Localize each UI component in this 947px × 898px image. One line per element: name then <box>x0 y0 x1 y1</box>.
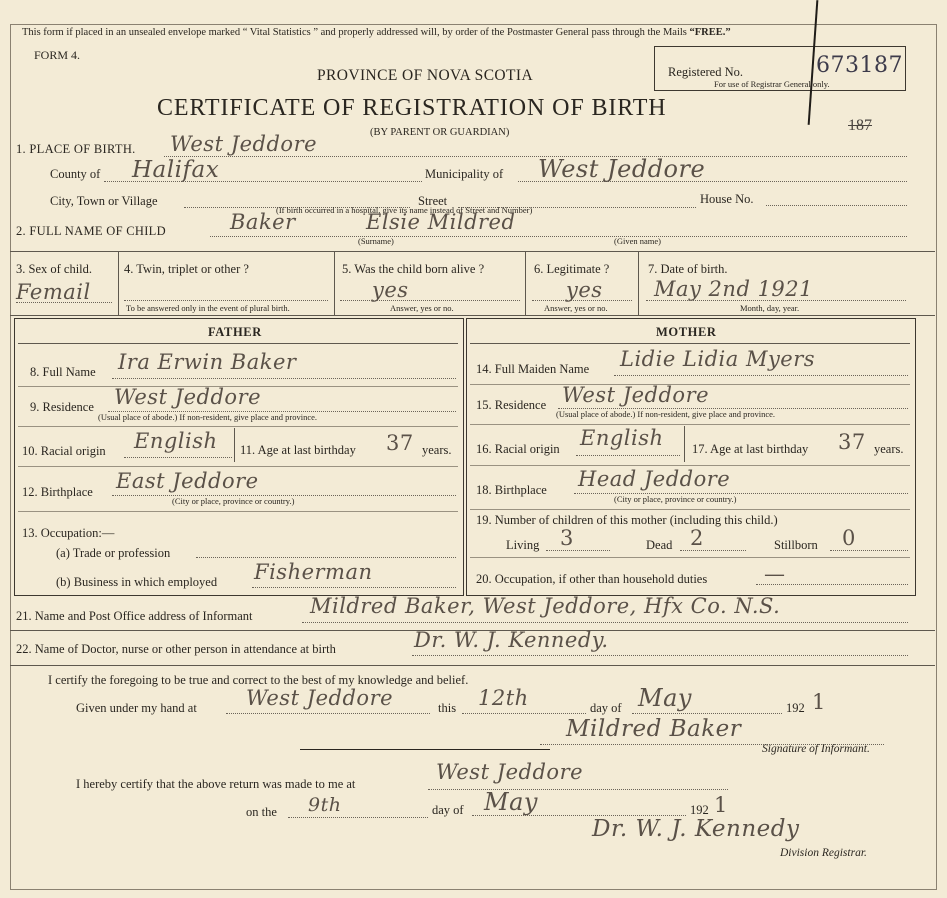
mother-birthplace-label: 18. Birthplace <box>476 483 547 497</box>
father-rule-2 <box>18 426 458 427</box>
mother-birthplace-note: (City or place, province or country.) <box>614 494 737 504</box>
registrar-place: West Jeddore <box>436 760 584 784</box>
stamp-number: 187 <box>848 117 872 134</box>
sex-label: 3. Sex of child. <box>16 262 93 276</box>
mother-heading: MOTHER <box>656 325 717 339</box>
municipality-label: Municipality of <box>425 167 504 181</box>
alive-value: yes <box>372 278 409 302</box>
mother-stillborn-value: 0 <box>842 526 856 550</box>
child-name-label: 2. FULL NAME OF CHILD <box>16 224 166 238</box>
place-of-birth-value: West Jeddore <box>170 132 318 156</box>
father-business-label: (b) Business in which employed <box>56 575 218 589</box>
mother-birthplace-value: Head Jeddore <box>578 467 731 491</box>
row3-divider-1 <box>118 251 119 315</box>
given-month: May <box>638 684 692 712</box>
doctor-value: Dr. W. J. Kennedy. <box>414 628 609 652</box>
registrar-year-prefix: 192 <box>690 803 709 817</box>
registrar-day-line <box>288 817 428 818</box>
given-month-line <box>632 713 782 714</box>
mother-residence-note: (Usual place of abode.) If non-resident, give place and province. <box>556 409 776 419</box>
certify-line: I certify the foregoing to be true and correct to the best of my knowledge and belief. <box>48 673 469 687</box>
twin-line <box>124 300 328 301</box>
father-racial-line <box>124 457 232 458</box>
surname-caption: (Surname) <box>358 236 394 246</box>
registrar-month: May <box>484 788 538 816</box>
father-name-label: 8. Full Name <box>30 365 96 379</box>
page-title: CERTIFICATE OF REGISTRATION OF BIRTH <box>157 95 667 121</box>
mother-living-value: 3 <box>560 526 574 550</box>
mother-age-unit: years. <box>874 442 904 456</box>
mother-age-label: 17. Age at last birthday <box>692 442 809 456</box>
place-of-birth-line <box>164 156 907 157</box>
child-given-name: Elsie Mildred <box>366 210 516 234</box>
mother-rule-3 <box>470 465 910 466</box>
mother-dead-line <box>680 550 746 551</box>
father-name-line <box>112 378 456 379</box>
registrar-note: For use of Registrar General only. <box>714 79 830 89</box>
twin-note: To be answered only in the event of plural birth. <box>126 303 290 313</box>
mother-rule-2 <box>470 424 910 425</box>
father-age-value: 37 <box>386 431 414 455</box>
house-label: House No. <box>700 192 754 206</box>
father-business-line <box>252 587 456 588</box>
mother-heading-rule <box>470 343 910 344</box>
mother-name-label: 14. Full Maiden Name <box>476 362 590 376</box>
given-year-prefix: 192 <box>786 701 805 715</box>
father-residence-note: (Usual place of abode.) If non-resident, give place and province. <box>98 412 318 422</box>
father-heading: FATHER <box>208 325 262 339</box>
county-label: County of <box>50 167 101 181</box>
on-the-label: on the <box>246 805 277 819</box>
sex-value: Femail <box>16 280 91 304</box>
mother-racial-label: 16. Racial origin <box>476 442 560 456</box>
row3-divider-2 <box>334 251 335 315</box>
place-of-birth-label: 1. PLACE OF BIRTH. <box>16 142 136 156</box>
registrar-signature: Dr. W. J. Kennedy <box>592 816 800 842</box>
father-birthplace-value: East Jeddore <box>116 469 259 493</box>
county-value: Halifax <box>132 157 220 183</box>
twin-label: 4. Twin, triplet or other ? <box>124 262 249 276</box>
father-rule-3 <box>18 466 458 467</box>
mother-racial-divider <box>684 426 685 462</box>
given-under-label: Given under my hand at <box>76 701 197 715</box>
mother-racial-value: English <box>580 426 664 450</box>
mother-rule-5 <box>470 557 910 558</box>
mail-notice: This form if placed in an unsealed envelope marked “ Vital Statistics ” and properly addressed will, by order of the Postmaster General pass through the Mails “FREE.” <box>22 27 731 38</box>
father-residence-value: West Jeddore <box>114 385 262 409</box>
given-day-line <box>462 713 586 714</box>
birth-date-value: May 2nd 1921 <box>654 277 814 301</box>
mother-residence-value: West Jeddore <box>562 383 710 407</box>
separator-rule <box>300 749 550 750</box>
registrar-caption: Division Registrar. <box>780 847 867 859</box>
doctor-line <box>412 655 908 656</box>
mother-name-value: Lidie Lidia Myers <box>620 347 816 371</box>
legitimate-value: yes <box>566 278 603 302</box>
father-heading-rule <box>18 343 458 344</box>
father-occupation-label: 13. Occupation:— <box>22 526 115 540</box>
sex-line <box>16 302 112 303</box>
birth-date-line <box>646 300 906 301</box>
registrar-day-of-label: day of <box>432 803 464 817</box>
given-day: 12th <box>478 686 529 710</box>
mother-residence-label: 15. Residence <box>476 398 547 412</box>
alive-line <box>340 300 520 301</box>
father-business-value: Fisherman <box>254 560 373 584</box>
hospital-note: (If birth occurred in a hospital, give its name instead of Street and Number) <box>276 205 533 215</box>
birth-date-label: 7. Date of birth. <box>648 262 728 276</box>
registrar-line: I hereby certify that the above return was made to me at <box>76 777 356 791</box>
legitimate-caption: Answer, yes or no. <box>544 303 608 313</box>
doctor-label: 22. Name of Doctor, nurse or other person in attendance at birth <box>16 642 336 656</box>
father-trade-line <box>196 557 456 558</box>
row3-divider-3 <box>525 251 526 315</box>
city-label: City, Town or Village <box>50 194 158 208</box>
alive-caption: Answer, yes or no. <box>390 303 454 313</box>
registered-number: 673187 <box>816 53 903 78</box>
given-place: West Jeddore <box>246 686 394 710</box>
given-name-caption: (Given name) <box>614 236 661 246</box>
this-label: this <box>438 701 457 715</box>
mother-racial-line <box>576 455 680 456</box>
mother-stillborn-line <box>830 550 908 551</box>
row3-divider-4 <box>638 251 639 315</box>
father-racial-divider <box>234 428 235 462</box>
street-label: Street <box>418 194 448 208</box>
registrar-day: 9th <box>308 794 342 816</box>
father-trade-label: (a) Trade or profession <box>56 546 171 560</box>
row3-top-rule <box>10 251 935 252</box>
mother-name-line <box>614 375 908 376</box>
father-birthplace-label: 12. Birthplace <box>22 485 93 499</box>
registered-label: Registered No. <box>668 65 743 79</box>
registrar-year-suffix: 1 <box>714 793 728 817</box>
municipality-value: West Jeddore <box>538 155 706 183</box>
child-surname: Baker <box>230 210 296 234</box>
page-subtitle: (BY PARENT OR GUARDIAN) <box>370 127 510 138</box>
child-name-line <box>210 236 907 237</box>
house-line <box>766 205 907 206</box>
mother-living-line <box>546 550 610 551</box>
registrar-place-line <box>428 789 728 790</box>
father-birthplace-note: (City or place, province or country.) <box>172 496 295 506</box>
mother-dead-value: 2 <box>690 526 704 550</box>
mother-occupation-label: 20. Occupation, if other than household duties <box>476 572 708 586</box>
informant-line <box>302 622 908 623</box>
mother-rule-4 <box>470 509 910 510</box>
father-residence-label: 9. Residence <box>30 400 94 414</box>
father-rule-4 <box>18 511 458 512</box>
mother-children-label: 19. Number of children of this mother (including this child.) <box>476 513 778 527</box>
given-day-of-label: day of <box>590 701 622 715</box>
birth-date-caption: Month, day, year. <box>740 303 800 313</box>
legitimate-line <box>532 300 632 301</box>
mother-occupation-value: — <box>764 562 786 586</box>
mother-stillborn-label: Stillborn <box>774 538 818 552</box>
father-age-unit: years. <box>422 443 452 457</box>
form-number: FORM 4. <box>34 48 81 62</box>
row3-bottom-rule <box>10 315 935 316</box>
doctor-rule <box>10 665 935 666</box>
mail-notice-free: “FREE.” <box>689 27 731 38</box>
given-place-line <box>226 713 430 714</box>
informant-value: Mildred Baker, West Jeddore, Hfx Co. N.S. <box>310 594 781 618</box>
mother-occupation-line <box>756 584 908 585</box>
alive-label: 5. Was the child born alive ? <box>342 262 485 276</box>
father-age-label: 11. Age at last birthday <box>240 443 356 457</box>
father-racial-label: 10. Racial origin <box>22 444 106 458</box>
mother-living-label: Living <box>506 538 540 552</box>
signature-caption: Signature of Informant. <box>762 743 870 755</box>
informant-label: 21. Name and Post Office address of Informant <box>16 609 253 623</box>
given-year-suffix: 1 <box>812 690 826 714</box>
father-racial-value: English <box>134 429 218 453</box>
mother-dead-label: Dead <box>646 538 673 552</box>
province-title: PROVINCE OF NOVA SCOTIA <box>317 67 534 84</box>
legitimate-label: 6. Legitimate ? <box>534 262 610 276</box>
informant-signature: Mildred Baker <box>566 716 742 742</box>
mother-age-value: 37 <box>838 430 866 454</box>
father-name-value: Ira Erwin Baker <box>118 350 297 374</box>
